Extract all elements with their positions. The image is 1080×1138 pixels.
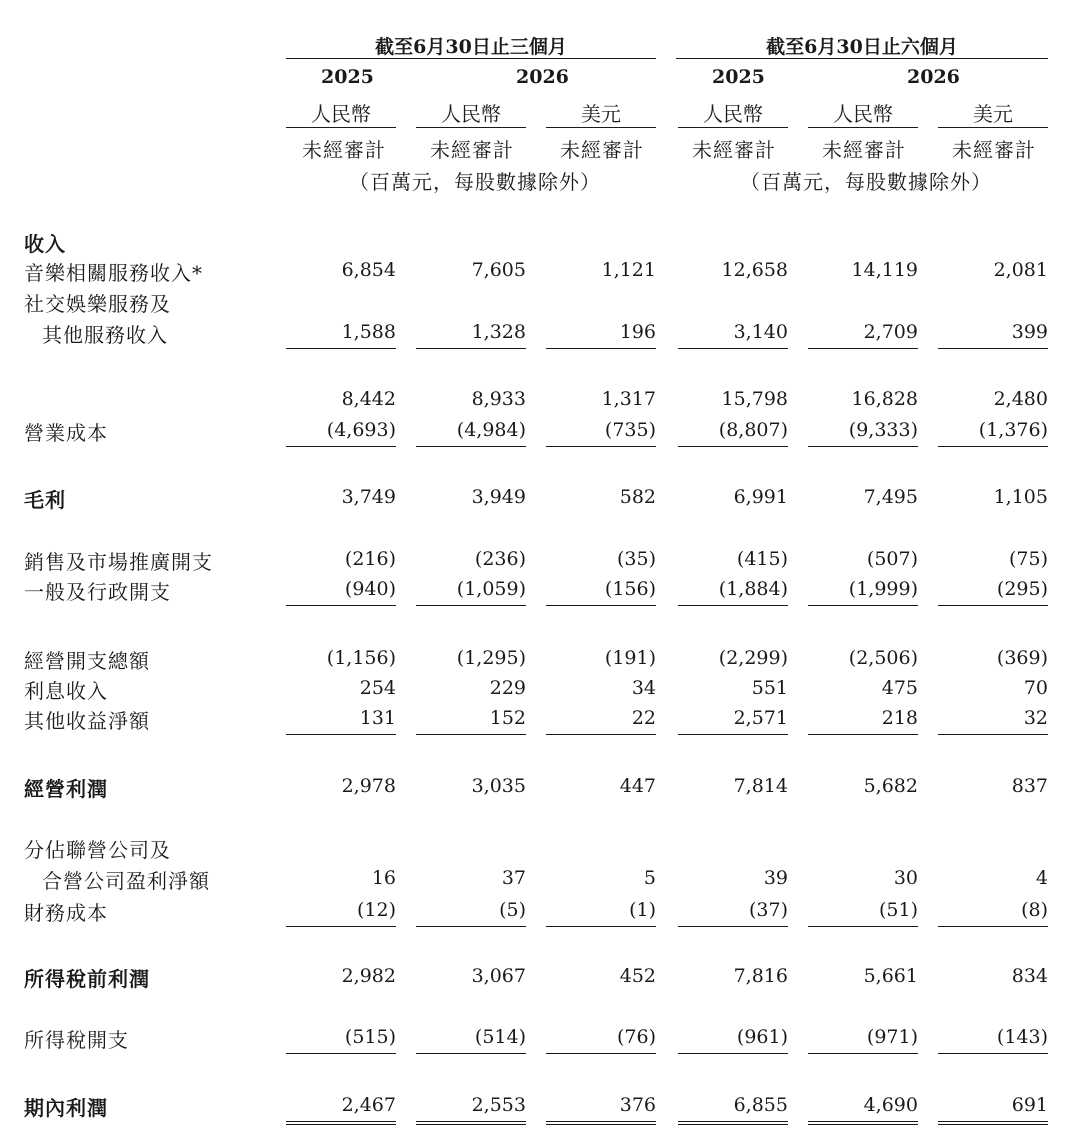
subtotal-rule <box>286 348 396 349</box>
cell-op-profit-c4: 7,814 <box>733 775 788 797</box>
group-rule-1 <box>286 58 656 59</box>
subtotal-rule <box>678 348 788 349</box>
currency-rule <box>808 127 918 128</box>
row-label-total-opex: 經營開支總額 <box>24 649 150 673</box>
group-rule-2 <box>676 58 1048 59</box>
subtotal-rule <box>416 1053 526 1054</box>
cell-cost-c3: (735) <box>604 419 656 441</box>
cell-pbt-c3: 452 <box>619 965 656 987</box>
cell-music-c3: 1,121 <box>601 259 656 281</box>
subtotal-rule <box>286 734 396 735</box>
subtotal-rule <box>808 1053 918 1054</box>
cell-tax-c3: (76) <box>616 1026 656 1048</box>
cell-music-c2: 7,605 <box>471 259 526 281</box>
cell-opex-c1: (1,156) <box>326 647 396 669</box>
total-double-rule <box>808 1121 918 1125</box>
cell-cost-c1: (4,693) <box>326 419 396 441</box>
cell-gross-c6: 1,105 <box>993 486 1048 508</box>
subtotal-rule <box>546 1053 656 1054</box>
cell-profit-c4: 6,855 <box>733 1094 788 1116</box>
subtotal-rule <box>938 926 1048 927</box>
row-label-share-associates-line1: 分佔聯營公司及 <box>24 838 171 862</box>
cell-other-gains-c5: 218 <box>881 707 918 729</box>
cell-op-profit-c3: 447 <box>619 775 656 797</box>
cell-profit-c1: 2,467 <box>341 1094 396 1116</box>
year-2025-3m: 2025 <box>321 66 374 88</box>
cell-tax-c4: (961) <box>736 1026 788 1048</box>
audit-col-6: 未經審計 <box>952 138 1036 162</box>
cell-interest-c6: 70 <box>1023 677 1048 699</box>
cell-social-c6: 399 <box>1011 321 1048 343</box>
cell-cost-c2: (4,984) <box>456 419 526 441</box>
subtotal-rule <box>678 605 788 606</box>
cell-associates-c6: 4 <box>1035 867 1048 889</box>
currency-col-6: 美元 <box>973 102 1013 126</box>
cell-pbt-c2: 3,067 <box>471 965 526 987</box>
total-double-rule <box>678 1121 788 1125</box>
cell-interest-c5: 475 <box>881 677 918 699</box>
cell-opex-c4: (2,299) <box>718 647 788 669</box>
cell-music-c5: 14,119 <box>851 259 918 281</box>
subtotal-rule <box>416 348 526 349</box>
cell-social-c3: 196 <box>619 321 656 343</box>
row-label-profit-before-tax: 所得稅前利潤 <box>24 967 150 991</box>
cell-social-c4: 3,140 <box>733 321 788 343</box>
subtotal-rule <box>938 1053 1048 1054</box>
period-group-six-months: 截至6月30日止六個月 <box>766 36 958 58</box>
total-double-rule <box>286 1121 396 1125</box>
cell-gross-c2: 3,949 <box>471 486 526 508</box>
subtotal-rule <box>808 605 918 606</box>
cell-admin-c6: (295) <box>996 578 1048 600</box>
currency-rule <box>286 127 396 128</box>
cell-pbt-c5: 5,661 <box>863 965 918 987</box>
cell-finance-c4: (37) <box>748 899 788 921</box>
row-label-other-gains: 其他收益淨額 <box>24 709 150 733</box>
unit-note-2: （百萬元，每股數據除外） <box>740 170 992 194</box>
cell-other-gains-c3: 22 <box>631 707 656 729</box>
audit-col-5: 未經審計 <box>822 138 906 162</box>
currency-col-2: 人民幣 <box>441 102 501 126</box>
total-double-rule <box>938 1121 1048 1125</box>
cell-other-gains-c1: 131 <box>359 707 396 729</box>
cell-other-gains-c4: 2,571 <box>733 707 788 729</box>
cell-opex-c3: (191) <box>604 647 656 669</box>
cell-associates-c2: 37 <box>501 867 526 889</box>
subtotal-rule <box>416 926 526 927</box>
cell-op-profit-c6: 837 <box>1011 775 1048 797</box>
audit-col-1: 未經審計 <box>302 138 386 162</box>
year-2026-3m: 2026 <box>516 66 569 88</box>
cell-pbt-c1: 2,982 <box>341 965 396 987</box>
currency-col-4: 人民幣 <box>703 102 763 126</box>
cell-opex-c2: (1,295) <box>456 647 526 669</box>
cell-gross-c1: 3,749 <box>341 486 396 508</box>
cell-interest-c4: 551 <box>751 677 788 699</box>
cell-pbt-c4: 7,816 <box>733 965 788 987</box>
subtotal-rule <box>286 605 396 606</box>
subtotal-rule <box>808 926 918 927</box>
cell-op-profit-c5: 5,682 <box>863 775 918 797</box>
cell-cost-c4: (8,807) <box>718 419 788 441</box>
cell-admin-c1: (940) <box>344 578 396 600</box>
cell-profit-c2: 2,553 <box>471 1094 526 1116</box>
cell-finance-c6: (8) <box>1021 899 1048 921</box>
year-2025-6m: 2025 <box>712 66 765 88</box>
cell-other-gains-c2: 152 <box>489 707 526 729</box>
cell-cost-c6: (1,376) <box>978 419 1048 441</box>
cell-tax-c1: (515) <box>344 1026 396 1048</box>
cell-revenue-total-c5: 16,828 <box>851 388 918 410</box>
subtotal-rule <box>546 605 656 606</box>
cell-selling-c2: (236) <box>474 548 526 570</box>
cell-admin-c5: (1,999) <box>848 578 918 600</box>
cell-admin-c4: (1,884) <box>718 578 788 600</box>
cell-revenue-total-c2: 8,933 <box>471 388 526 410</box>
cell-revenue-total-c4: 15,798 <box>721 388 788 410</box>
cell-selling-c1: (216) <box>344 548 396 570</box>
cell-cost-c5: (9,333) <box>848 419 918 441</box>
cell-interest-c1: 254 <box>359 677 396 699</box>
cell-pbt-c6: 834 <box>1011 965 1048 987</box>
currency-col-1: 人民幣 <box>311 102 371 126</box>
cell-tax-c2: (514) <box>474 1026 526 1048</box>
cell-associates-c4: 39 <box>763 867 788 889</box>
audit-col-3: 未經審計 <box>560 138 644 162</box>
subtotal-rule <box>678 734 788 735</box>
row-label-cost-of-revenue: 營業成本 <box>24 421 108 445</box>
currency-rule <box>678 127 788 128</box>
cell-selling-c3: (35) <box>616 548 656 570</box>
subtotal-rule <box>416 734 526 735</box>
cell-op-profit-c1: 2,978 <box>341 775 396 797</box>
subtotal-rule <box>286 1053 396 1054</box>
row-label-admin-expenses: 一般及行政開支 <box>24 580 171 604</box>
subtotal-rule <box>938 446 1048 447</box>
cell-other-gains-c6: 32 <box>1023 707 1048 729</box>
cell-profit-c3: 376 <box>619 1094 656 1116</box>
cell-revenue-total-c6: 2,480 <box>993 388 1048 410</box>
audit-col-4: 未經審計 <box>692 138 776 162</box>
cell-revenue-total-c1: 8,442 <box>341 388 396 410</box>
cell-opex-c5: (2,506) <box>848 647 918 669</box>
row-label-revenue: 收入 <box>24 232 66 256</box>
subtotal-rule <box>678 1053 788 1054</box>
currency-rule <box>416 127 526 128</box>
row-label-finance-costs: 財務成本 <box>24 901 108 925</box>
cell-music-c6: 2,081 <box>993 259 1048 281</box>
cell-finance-c2: (5) <box>499 899 526 921</box>
row-label-social-line1: 社交娛樂服務及 <box>24 292 171 316</box>
cell-tax-c5: (971) <box>866 1026 918 1048</box>
total-double-rule <box>546 1121 656 1125</box>
row-label-music-revenue: 音樂相關服務收入* <box>24 261 203 285</box>
cell-selling-c4: (415) <box>736 548 788 570</box>
total-double-rule <box>416 1121 526 1125</box>
subtotal-rule <box>678 926 788 927</box>
cell-revenue-total-c3: 1,317 <box>601 388 656 410</box>
cell-social-c2: 1,328 <box>471 321 526 343</box>
cell-interest-c3: 34 <box>631 677 656 699</box>
subtotal-rule <box>546 348 656 349</box>
row-label-interest-income: 利息收入 <box>24 679 108 703</box>
row-label-social-line2: 其他服務收入 <box>42 323 168 347</box>
cell-music-c4: 12,658 <box>721 259 788 281</box>
cell-opex-c6: (369) <box>996 647 1048 669</box>
row-label-profit-for-period: 期內利潤 <box>24 1096 108 1120</box>
cell-finance-c5: (51) <box>878 899 918 921</box>
currency-col-5: 人民幣 <box>833 102 893 126</box>
subtotal-rule <box>808 446 918 447</box>
subtotal-rule <box>416 446 526 447</box>
cell-social-c5: 2,709 <box>863 321 918 343</box>
cell-gross-c5: 7,495 <box>863 486 918 508</box>
cell-admin-c2: (1,059) <box>456 578 526 600</box>
subtotal-rule <box>938 348 1048 349</box>
subtotal-rule <box>546 446 656 447</box>
cell-finance-c3: (1) <box>629 899 656 921</box>
cell-associates-c3: 5 <box>643 867 656 889</box>
cell-profit-c5: 4,690 <box>863 1094 918 1116</box>
cell-admin-c3: (156) <box>604 578 656 600</box>
subtotal-rule <box>808 348 918 349</box>
year-2026-6m: 2026 <box>907 66 960 88</box>
cell-selling-c5: (507) <box>866 548 918 570</box>
subtotal-rule <box>808 734 918 735</box>
currency-col-3: 美元 <box>581 102 621 126</box>
row-label-selling-expenses: 銷售及市場推廣開支 <box>24 550 213 574</box>
row-label-income-tax: 所得稅開支 <box>24 1028 129 1052</box>
cell-op-profit-c2: 3,035 <box>471 775 526 797</box>
cell-associates-c5: 30 <box>893 867 918 889</box>
subtotal-rule <box>286 926 396 927</box>
cell-profit-c6: 691 <box>1011 1094 1048 1116</box>
subtotal-rule <box>938 605 1048 606</box>
cell-finance-c1: (12) <box>356 899 396 921</box>
subtotal-rule <box>416 605 526 606</box>
row-label-operating-profit: 經營利潤 <box>24 777 108 801</box>
audit-col-2: 未經審計 <box>430 138 514 162</box>
row-label-share-associates-line2: 合營公司盈利淨額 <box>42 869 210 893</box>
cell-gross-c4: 6,991 <box>733 486 788 508</box>
unit-note-1: （百萬元，每股數據除外） <box>349 170 601 194</box>
cell-tax-c6: (143) <box>996 1026 1048 1048</box>
cell-associates-c1: 16 <box>371 867 396 889</box>
cell-selling-c6: (75) <box>1008 548 1048 570</box>
subtotal-rule <box>546 926 656 927</box>
currency-rule <box>546 127 656 128</box>
currency-rule <box>938 127 1048 128</box>
period-group-three-months: 截至6月30日止三個月 <box>375 36 567 58</box>
row-label-gross-profit: 毛利 <box>24 488 66 512</box>
cell-music-c1: 6,854 <box>341 259 396 281</box>
subtotal-rule <box>546 734 656 735</box>
cell-gross-c3: 582 <box>619 486 656 508</box>
subtotal-rule <box>678 446 788 447</box>
cell-interest-c2: 229 <box>489 677 526 699</box>
subtotal-rule <box>286 446 396 447</box>
subtotal-rule <box>938 734 1048 735</box>
cell-social-c1: 1,588 <box>341 321 396 343</box>
